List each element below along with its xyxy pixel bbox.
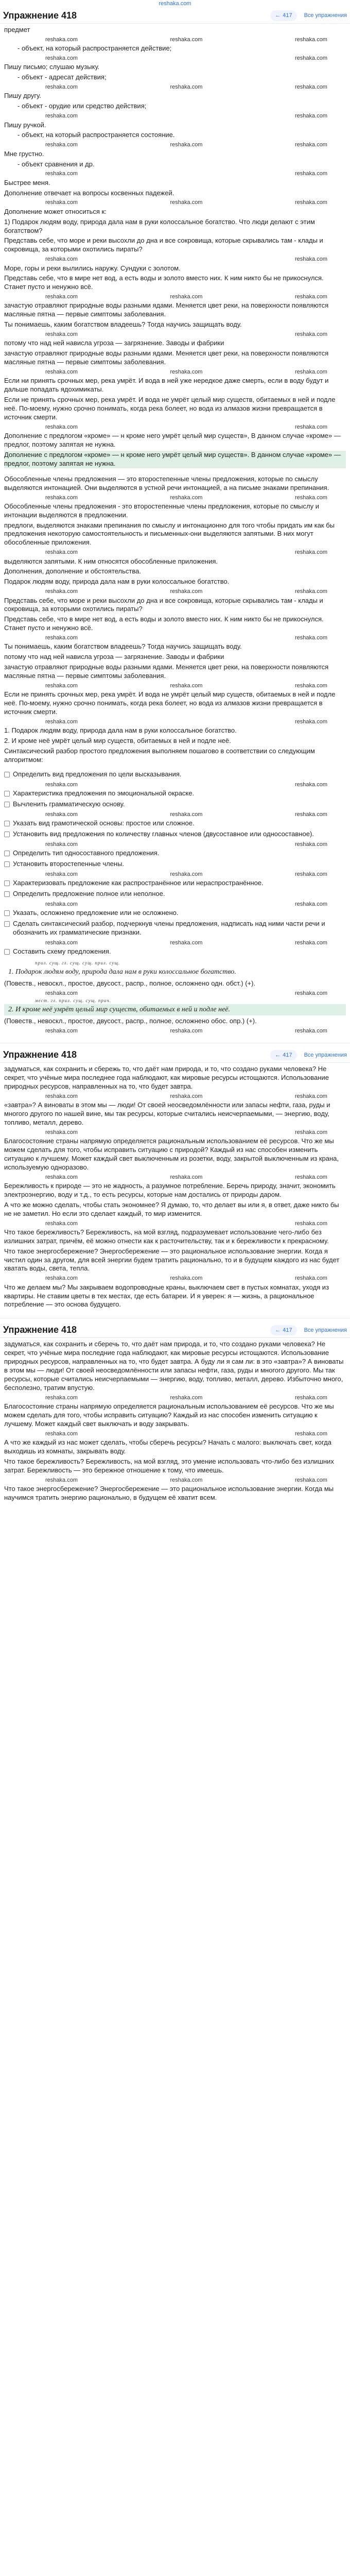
watermark: reshaka.com bbox=[45, 494, 78, 501]
watermark: reshaka.com bbox=[45, 199, 78, 206]
watermark: reshaka.com bbox=[295, 423, 327, 430]
watermark: reshaka.com bbox=[295, 1394, 327, 1401]
watermark-row bbox=[4, 634, 346, 641]
text-line: Дополнения, дополнение и обстоятельства. bbox=[4, 567, 141, 575]
prev-exercise-button[interactable] bbox=[270, 1050, 296, 1060]
prev-exercise-button[interactable] bbox=[270, 10, 296, 21]
part-1 bbox=[0, 24, 350, 473]
list-item bbox=[4, 770, 346, 779]
exercise-header bbox=[0, 8, 350, 24]
watermark: reshaka.com bbox=[295, 718, 327, 725]
watermark-row bbox=[4, 682, 346, 689]
watermark: reshaka.com bbox=[45, 256, 78, 263]
watermark: reshaka.com bbox=[45, 369, 78, 376]
watermark: reshaka.com bbox=[295, 1477, 327, 1483]
checkbox-icon bbox=[4, 832, 10, 837]
exercise-nav bbox=[270, 1050, 347, 1060]
exercise-header bbox=[0, 1047, 350, 1063]
watermark: reshaka.com bbox=[45, 84, 78, 91]
watermark: reshaka.com bbox=[45, 549, 78, 556]
list-item-text: Определить вид предложения по цели высказывания. bbox=[13, 770, 182, 778]
site-domain[interactable]: reshaka.com bbox=[159, 1, 191, 7]
watermark: reshaka.com bbox=[295, 871, 327, 877]
checkbox-icon bbox=[4, 772, 10, 777]
watermark: reshaka.com bbox=[295, 55, 327, 62]
list-item-text: Установить вид предложения по количеству главных членов (двусоставное или односоставное). bbox=[13, 829, 314, 838]
grammar-marks: мест. гл. прил. сущ. сущ. прич. bbox=[35, 998, 111, 1004]
exercise-nav bbox=[270, 1325, 347, 1335]
text-line: А что же каждый из нас может сделать, чтобы сберечь ресурсы? Начать с малого: выключать свет, когда выходишь из комнаты, закрывать воду. bbox=[4, 1438, 331, 1455]
watermark: reshaka.com bbox=[45, 1027, 78, 1034]
part-3 bbox=[0, 1063, 350, 1314]
watermark-row bbox=[4, 939, 346, 946]
text-line: Что такое энергосбережение? Энергосбережение — это рациональное использование энергии. Когда мы научимся тратить энергию рационально, в будущем её хватит всем. bbox=[4, 1484, 334, 1501]
watermark: reshaka.com bbox=[170, 142, 203, 148]
watermark: reshaka.com bbox=[45, 1430, 78, 1437]
text-line: задуматься, как сохранить и сберечь то, что даёт нам природа, и то, что создано руками человека? Не секрет, что учёные мира последние года наблюдают, как мировые ресурсы истощаются. Использование природных ресурсов, направленных на то, что будет завтра. А буду ли я сам ли: в это «завтра»? А виноваты в этом мы — люди! От своей неосведомлённости или запасы нефти, газа, руды и многого другого. Мы так ресурсы, которые считались неисчерпаемыми — энергию, воду, топливо, металл, дерево. Избыточно много, бесполезно, тратим впустую. bbox=[4, 1340, 344, 1392]
checkbox-icon bbox=[4, 802, 10, 807]
watermark: reshaka.com bbox=[295, 781, 327, 788]
watermark: reshaka.com bbox=[295, 841, 327, 848]
text-line: Представь себе, что в мире нет вод, а есть воды и золото вместо них. К ним никто бы не прикоснулся. Станет пусто и ненужно всё. bbox=[4, 274, 324, 291]
watermark: reshaka.com bbox=[45, 1220, 78, 1227]
watermark: reshaka.com bbox=[170, 588, 203, 595]
all-exercises-link[interactable]: Все упражнения bbox=[304, 1327, 347, 1333]
text-line: задуматься, как сохранить и сбережь то, что даёт нам природа, и то, что создано руками человека? Не секрет, что учёные мира последнее года наблюдают, как мировые ресурсы истощаются. Использование природных ресурсов, направленных на то, что будет завтра. bbox=[4, 1065, 329, 1091]
watermark: reshaka.com bbox=[295, 635, 327, 641]
checkbox-icon bbox=[4, 791, 10, 796]
watermark: reshaka.com bbox=[295, 331, 327, 338]
text-line: Пишу другу. bbox=[4, 92, 41, 100]
text-line: Дополнение может относиться к: bbox=[4, 207, 107, 215]
watermark-row bbox=[4, 494, 346, 501]
checkbox-icon bbox=[4, 880, 10, 886]
watermark: reshaka.com bbox=[295, 1027, 327, 1034]
watermark: reshaka.com bbox=[295, 939, 327, 946]
annotated-sentence: 2. И кроме неё умрёт целый мир существ, обитаемых в ней и подле неё. bbox=[4, 1004, 346, 1015]
text-line: Обособленные члены предложения — это второстепенные члены предложения, которые по смыслу выделяются интонацией. Они выделяются в устной речи интонацией, а на письме знаками препинания. bbox=[4, 474, 329, 492]
text-line: Дополнение отвечает на вопросы косвенных падежей. bbox=[4, 189, 174, 197]
watermark: reshaka.com bbox=[170, 369, 203, 376]
watermark: reshaka.com bbox=[170, 682, 203, 689]
watermark: reshaka.com bbox=[170, 199, 203, 206]
list-item-text: Определить предложение полное или неполное. bbox=[13, 890, 165, 898]
prev-exercise-label: 417 bbox=[283, 1052, 292, 1058]
annotated-sentence: 1. Подарок людям воду, природа дала нам в руки колоссальное богатство. bbox=[8, 968, 236, 976]
watermark: reshaka.com bbox=[45, 423, 78, 430]
watermark: reshaka.com bbox=[170, 494, 203, 501]
text-line: Ты понимаешь, каким богатством владеешь? Тогда научись защищать воду. bbox=[4, 642, 242, 651]
watermark: reshaka.com bbox=[45, 1394, 78, 1401]
watermark-row bbox=[4, 1174, 346, 1181]
watermark: reshaka.com bbox=[170, 811, 203, 818]
watermark: reshaka.com bbox=[45, 990, 78, 996]
watermark-row bbox=[4, 423, 346, 431]
watermark: reshaka.com bbox=[45, 331, 78, 338]
watermark-row bbox=[4, 901, 346, 908]
watermark: reshaka.com bbox=[170, 1093, 203, 1099]
list-item bbox=[4, 800, 346, 809]
text-line: Благосостояние страны напрямую определяется рациональным использованием её ресурсов. Что же мы можем сделать для того, чтобы исправить ситуацию с природой? Каждый из нас способен изменить ситуацию к лучшему. Может каждый свет выключенным из розетки, воду, закрытой выключенным из крана, используемую одноразово. bbox=[4, 1137, 339, 1171]
watermark: reshaka.com bbox=[295, 369, 327, 376]
watermark-row bbox=[4, 1477, 346, 1484]
text-line: предлоги, выделяются знаками препинания по смыслу и интонационно для того чтобы придать им как бы предложения некоторую самостоятельность и письменных-они выделяются запятыми. В них могут обособленные приложения. bbox=[4, 521, 335, 547]
watermark: reshaka.com bbox=[45, 1129, 78, 1136]
text-line: 1. Подарок людям воду, природа дала нам в руки колоссальное богатство. bbox=[4, 726, 237, 735]
text-line: - объект сравнения и др. bbox=[18, 160, 95, 168]
text-line: Представь себе, что море и реки высохли до дна и все сокровища, которые скрывались там - клады и сокровища, за которыми охотились пираты? bbox=[4, 236, 323, 253]
text-line: - объект - адресат действия; bbox=[18, 73, 107, 81]
list-item-text: Сделать синтаксический разбор, подчеркнув члены предложения, надписать над ними части речи и обозначить их грамматические признаки. bbox=[13, 920, 325, 937]
text-line: Мне грустно. bbox=[4, 149, 44, 158]
text-line: Подарок людям воду, природа дала нам в руки колоссальное богатство. bbox=[4, 578, 230, 586]
watermark-row bbox=[4, 811, 346, 818]
watermark: reshaka.com bbox=[45, 113, 78, 120]
text-line: выделяются запятыми. К ним относятся обособленные приложения. bbox=[4, 557, 218, 565]
text-line: - объект, на который распространяется состояние. bbox=[18, 131, 175, 139]
text-line: Что же делаем мы? Мы закрываем водопроводные краны, выключаем свет в пустых комнатах, уходя из квартиры. Не ставим цветы в тех местах, где есть батареи. И я уверен: я — жизнь, а рациональное потребление — это основа будущего. bbox=[4, 1283, 329, 1309]
watermark: reshaka.com bbox=[45, 294, 78, 300]
watermark-row bbox=[4, 1220, 346, 1227]
list-item bbox=[4, 909, 346, 918]
prev-exercise-label: 417 bbox=[283, 12, 292, 19]
watermark: reshaka.com bbox=[45, 781, 78, 788]
exercise-nav bbox=[270, 10, 347, 21]
watermark-row bbox=[4, 781, 346, 788]
arrow-left-icon: ← bbox=[275, 1327, 281, 1333]
list-item bbox=[4, 890, 346, 899]
text-line: - объект, на который распространяется действие; bbox=[18, 44, 172, 53]
text-line: 1) Подарок людям воду, природа дала нам в руки колоссальное богатство. Что люди делают с этим богатством? bbox=[4, 217, 315, 234]
watermark: reshaka.com bbox=[45, 718, 78, 725]
watermark: reshaka.com bbox=[295, 256, 327, 263]
text-line: Если ни принять срочных мер, река умрёт. И вода в ней уже нередкое даже смерть, если в воду будут и дальше попадать ядохимикаты. bbox=[4, 377, 329, 394]
exercise-title: Упражнение 418 bbox=[3, 1325, 77, 1335]
watermark: reshaka.com bbox=[170, 1477, 203, 1483]
watermark-row bbox=[4, 871, 346, 878]
prev-exercise-button[interactable] bbox=[270, 1325, 296, 1335]
text-line: зачастую отравляют природные воды разными ядами. Меняется цвет реки, на поверхности появляются масляные пятна — первые симптомы заболевания. bbox=[4, 349, 329, 366]
watermark: reshaka.com bbox=[45, 682, 78, 689]
watermark: reshaka.com bbox=[295, 36, 327, 43]
text-line: Что такое бережливость? Бережливость, на мой взгляд, это умение использовать что-либо без излишних затрат. Бережливость — это бережное отношение к тому, что имеешь. bbox=[4, 1457, 334, 1474]
text-line: Что такое бережливость? Бережливость, на мой взгляд, подразумевает использование чего-либо без излишних затрат, причём, её можно отнести как к расточительству, так и к бережливости к прекрасному. bbox=[4, 1228, 329, 1245]
all-exercises-link[interactable]: Все упражнения bbox=[304, 1052, 347, 1058]
text-line: потому что над ней нависла угроза — загрязнение. Заводы и фабрики bbox=[4, 339, 224, 347]
list-item-text: Характеризовать предложение как распространённое или нераспространённое. bbox=[13, 879, 264, 887]
watermark: reshaka.com bbox=[45, 635, 78, 641]
checkbox-icon bbox=[4, 921, 10, 927]
list-item bbox=[4, 789, 346, 798]
list-item-text: Определить тип односоставного предложения. bbox=[13, 849, 160, 857]
watermark: reshaka.com bbox=[45, 939, 78, 946]
list-item bbox=[4, 947, 346, 956]
list-item-text: Указать, осложнено предложение или не осложнено. bbox=[13, 909, 179, 917]
arrow-left-icon: ← bbox=[275, 12, 281, 19]
watermark-row bbox=[4, 1129, 346, 1136]
text-line: Синтаксический разбор простого предложения выполняем пошагово в соответствии со следующим алгоритмом: bbox=[4, 747, 315, 764]
watermark: reshaka.com bbox=[295, 171, 327, 177]
checkbox-icon bbox=[4, 910, 10, 916]
grammar-marks: прил. сущ. гл. сущ. сущ. прил. сущ. bbox=[35, 960, 120, 966]
watermark: reshaka.com bbox=[170, 1394, 203, 1401]
watermark-row bbox=[4, 1093, 346, 1100]
watermark: reshaka.com bbox=[170, 84, 203, 91]
list-item-text: Характеристика предложения по эмоциональной окраске. bbox=[13, 789, 195, 797]
watermark: reshaka.com bbox=[295, 990, 327, 996]
watermark: reshaka.com bbox=[45, 871, 78, 877]
list-item-text: Указать вид грамотической основы: простое или сложное. bbox=[13, 819, 195, 827]
list-item bbox=[4, 920, 346, 937]
watermark: reshaka.com bbox=[45, 588, 78, 595]
watermark-row bbox=[4, 1027, 346, 1035]
text-line: зачастую отравляют природные воды разными ядами. Меняется цвет реки, на поверхности появляются масляные пятна — первые симптомы заболевания. bbox=[4, 301, 329, 318]
watermark-row bbox=[4, 83, 346, 91]
sentence-characteristic: (Повеств., невоскл., простое, двусост., распр., полное, осложнено обос. опр.) (+). bbox=[4, 1017, 257, 1025]
checkbox-icon bbox=[4, 821, 10, 826]
watermark: reshaka.com bbox=[170, 294, 203, 300]
watermark: reshaka.com bbox=[45, 36, 78, 43]
sentence-characteristic: (Повеств., невоскл., простое, двусост., распр., полное, осложнено одн. обст.) (+). bbox=[4, 979, 256, 988]
list-item bbox=[4, 849, 346, 858]
text-line: 2. И кроме неё умрёт целый мир существ, обитаемых в ней и подле неё. bbox=[4, 737, 231, 745]
watermark: reshaka.com bbox=[295, 1093, 327, 1099]
text-line: Благосостояние страны напрямую определяется рациональным использованием её ресурсов. Что же мы можем сделать для того, чтобы исправить ситуацию? Каждый из нас способен изменить ситуацию к лучшему. Может каждый свет выключать и воду закрывать. bbox=[4, 1402, 334, 1428]
watermark-row bbox=[4, 199, 346, 206]
exercise-title: Упражнение 418 bbox=[3, 1049, 77, 1060]
checkbox-icon bbox=[4, 861, 10, 867]
watermark-row bbox=[4, 293, 346, 300]
sentence-annotations bbox=[0, 958, 350, 1039]
text-line: Пишу письмо; слушаю музыку. bbox=[4, 63, 100, 71]
watermark-row bbox=[4, 1275, 346, 1282]
checkbox-icon bbox=[4, 891, 10, 897]
text-line: Быстрее меня. bbox=[4, 178, 50, 187]
list-item bbox=[4, 879, 346, 888]
watermark: reshaka.com bbox=[45, 1174, 78, 1180]
watermark: reshaka.com bbox=[295, 901, 327, 907]
watermark: reshaka.com bbox=[45, 901, 78, 907]
watermark: reshaka.com bbox=[170, 939, 203, 946]
list-item-text: Вычленить грамматическую основу. bbox=[13, 800, 125, 808]
watermark: reshaka.com bbox=[170, 1027, 203, 1034]
text-line: Бережливость к природе — это не жадность, а разумное потребление. Беречь природу, значит, экономить электроэнергию, воду и т.д., то есть ресурсы, которые нам достались от природы даром. bbox=[4, 1182, 336, 1198]
watermark-row bbox=[4, 1430, 346, 1437]
checkbox-icon bbox=[4, 949, 10, 955]
watermark: reshaka.com bbox=[45, 142, 78, 148]
watermark: reshaka.com bbox=[295, 1430, 327, 1437]
text-line: Дополнение с предлогом «кроме» — н кроме него умрёт целый мир существ», В данном случае «кроме» — предлог, поэтому запятая не нужна. bbox=[4, 432, 341, 449]
watermark-row bbox=[4, 112, 346, 120]
watermark: reshaka.com bbox=[295, 113, 327, 120]
watermark: reshaka.com bbox=[295, 494, 327, 501]
watermark: reshaka.com bbox=[295, 199, 327, 206]
list-item bbox=[4, 819, 346, 828]
watermark: reshaka.com bbox=[295, 1174, 327, 1180]
text-line: зачастую отравляют природные воды разными ядами. Меняется цвет реки, на поверхности появляются масляные пятна — первые симптомы заболевания. bbox=[4, 663, 329, 680]
watermark-row bbox=[4, 990, 346, 997]
exercise-header bbox=[0, 1323, 350, 1338]
text-line: Пишу ручкой. bbox=[4, 121, 46, 129]
watermark: reshaka.com bbox=[45, 841, 78, 848]
list-item bbox=[4, 830, 346, 839]
watermark: reshaka.com bbox=[170, 871, 203, 877]
watermark-row bbox=[4, 331, 346, 338]
exercise-title: Упражнение 418 bbox=[3, 10, 77, 21]
watermark-row bbox=[4, 55, 346, 62]
watermark: reshaka.com bbox=[45, 1477, 78, 1483]
text-line: Обособленные члены предложения - это второстепенные члены предложения, которые по смыслу и интонации выделяются в предложении. bbox=[4, 502, 319, 519]
text-line: Если не принять срочных мер, река умрёт. И вода не умрёт целый мир существ, обитаемых в ней и подле неё. По-моему, нужно срочно понимать, когда река болеет, но вода из алмазов жизни превращается в источник смерти. bbox=[4, 690, 336, 716]
watermark-row bbox=[4, 1394, 346, 1401]
watermark: reshaka.com bbox=[295, 682, 327, 689]
watermark: reshaka.com bbox=[170, 36, 203, 43]
watermark: reshaka.com bbox=[295, 1275, 327, 1282]
watermark: reshaka.com bbox=[295, 811, 327, 818]
watermark-row bbox=[4, 170, 346, 177]
watermark-row bbox=[4, 368, 346, 376]
watermark-row bbox=[4, 36, 346, 43]
part-2 bbox=[0, 473, 350, 769]
watermark: reshaka.com bbox=[295, 142, 327, 148]
watermark-row bbox=[4, 256, 346, 263]
text-line: Море, горы и реки вылились наружу. Сундуки с золотом. bbox=[4, 264, 181, 272]
checkbox-icon bbox=[4, 851, 10, 856]
watermark: reshaka.com bbox=[295, 294, 327, 300]
watermark: reshaka.com bbox=[45, 811, 78, 818]
text-line: Ты понимаешь, каким богатством владеешь? Тогда научись защищать воду. bbox=[4, 320, 242, 329]
watermark: reshaka.com bbox=[170, 1275, 203, 1282]
text-line: Что такое энергосбережение? Энергосбережение — это рациональное использование энергии. Когда я чистил один за другом, для всей энергии будем тратить рационально, то и в будущем каждого из нас будет хватать воды, света, тепла. bbox=[4, 1247, 340, 1273]
watermark: reshaka.com bbox=[295, 549, 327, 556]
list-item-text: Составить схему предложения. bbox=[13, 947, 111, 956]
watermark-row bbox=[4, 718, 346, 725]
list-item bbox=[4, 860, 346, 869]
watermark-row bbox=[4, 588, 346, 595]
watermark: reshaka.com bbox=[45, 171, 78, 177]
parsing-algorithm-list bbox=[0, 770, 350, 956]
watermark: reshaka.com bbox=[45, 1093, 78, 1099]
watermark: reshaka.com bbox=[295, 1129, 327, 1136]
text-line: Если не принять срочных мер, река умрёт. И вода не умрёт целый мир существ, обитаемых в ней и подле неё. По-моему, нужно срочно понимать, когда река болеет, но вода из алмазов жизни превращается в источник смерти. bbox=[4, 396, 336, 421]
watermark-row bbox=[4, 841, 346, 848]
text-line: «завтра»? А виноваты в этом мы — люди! От своей неосведомлённости или запасы нефти, газа, руды и многого другого по нашей вине, мы так ресурсы, которые считались неисчерпаемыми, — энергию, воду, топливо, металл, дерево. bbox=[4, 1101, 330, 1127]
watermark-row bbox=[4, 549, 346, 556]
all-exercises-link[interactable]: Все упражнения bbox=[304, 12, 347, 19]
highlighted-text-line: Дополнение с предлогом «кроме» — н кроме него умрёт целый мир существ». В данном случае «кроме» — предлог, поэтому запятая не нужна. bbox=[4, 451, 346, 468]
watermark: reshaka.com bbox=[295, 1220, 327, 1227]
prev-exercise-label: 417 bbox=[283, 1327, 292, 1333]
text-line: Представь себе, что море и реки высохли до дна и все сокровища, которые скрывались там - клады и сокровища, за которыми охотились пираты? bbox=[4, 596, 323, 613]
text-line: А что же можно сделать, чтобы стать экономнее? Я думаю, то, что делает вы или я, в ответ, даже никто бы не не заметил. Но если это сделает каждый, то мир изменится. bbox=[4, 1200, 339, 1217]
watermark: reshaka.com bbox=[295, 84, 327, 91]
part-4 bbox=[0, 1338, 350, 1506]
watermark-row bbox=[4, 141, 346, 148]
text-line: - объект - орудие или средство действия; bbox=[18, 102, 147, 110]
arrow-left-icon: ← bbox=[275, 1052, 281, 1058]
text-line: Представь себе, что в мире нет вод, а есть воды и золото вместо них. К ним никто бы не прикоснулся. Станет пусто и ненужно всё. bbox=[4, 615, 324, 632]
watermark: reshaka.com bbox=[170, 1174, 203, 1180]
watermark: reshaka.com bbox=[295, 588, 327, 595]
text-line: предмет bbox=[4, 26, 30, 33]
list-item-text: Установить второстепенные члены. bbox=[13, 860, 125, 868]
watermark: reshaka.com bbox=[45, 55, 78, 62]
watermark: reshaka.com bbox=[45, 1275, 78, 1282]
text-line: потому что над ней нависла угроза — загрязнение. Заводы и фабрики bbox=[4, 653, 224, 661]
